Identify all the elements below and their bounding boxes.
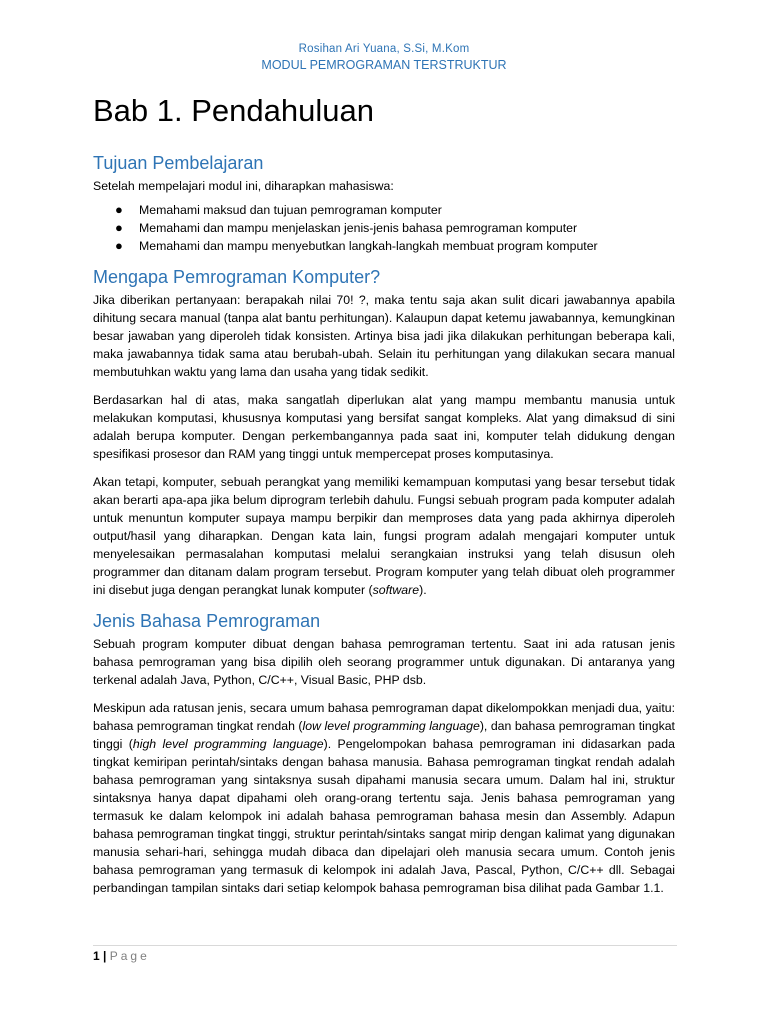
tujuan-intro: Setelah mempelajari modul ini, diharapkan mahasiswa: [93,179,394,193]
section-heading-jenis: Jenis Bahasa Pemrograman [93,611,321,631]
bullet-icon: ● [115,238,123,253]
jenis-paragraph-2: Meskipun ada ratusan jenis, secara umum bahasa pemrograman dapat dikelompokkan menjadi dua, yaitu: bahasa pemrograman tingkat rendah (low level programming language), dan bahasa pemrograman tingkat tinggi (high level programming language). Pengelompokan bahasa pemrograman ini didasarkan pada tingkat kemiripan perintah/sintaks dengan bahasa manusia. Bahasa pemrograman tingkat rendah adalah bahasa pemrograman yang sintaksnya susah dipahami manusia secara umum. Dalam hal ini, struktur sintaksnya hanya dapat dipahami oleh orang-orang tertentu saja. Jenis bahasa pemrograman yang termasuk ke dalam kelompok ini adalah bahasa pemrograman bahasa mesin dan Assembly. Adapun bahasa pemrograman tingkat tinggi, struktur perintah/sintaks sangat mirip dengan kalimat yang digunakan manusia sehari-hari, sehingga mudah dibaca dan dipelajari oleh manusia secara umum. Contoh jenis bahasa pemrograman yang termasuk di kelompok ini adalah Java, Pascal, Python, C/C++ dll. Sebagai perbandingan tampilan sintaks dari setiap kelompok bahasa pemrograman bisa dilihat pada Gambar 1.1. [93,701,675,895]
mengapa-paragraph-3: Akan tetapi, komputer, sebuah perangkat yang memiliki kemampuan komputasi yang besar tersebut tidak akan berarti apa-apa jika belum diprogram terlebih dahulu. Fungsi sebuah program pada komputer adalah untuk menuntun komputer supaya mampu berpikir dan memproses data yang pada akhirnya diperoleh output/hasil yang diharapkan. Dengan kata lain, fungsi program adalah mengajari komputer untuk menyelesaikan permasalahan komputasi melalui serangkaian instruksi yang telah disusun oleh programmer dan ditanam dalam program tersebut. Program komputer yang telah dibuat oleh programmer ini disebut juga dengan perangkat lunak komputer (software). [93,475,675,597]
chapter-title: Bab 1. Pendahuluan [93,93,374,128]
mengapa-paragraph-1: Jika diberikan pertanyaan: berapakah nilai 70! ?, maka tentu saja akan sulit dicari jawabannya apabila dihitung secara manual (tanpa alat bantu perhitungan). Kalaupun dapat ketemu jawabannya, kemungkinan besar jawaban yang diperoleh tidak konsisten. Artinya bisa jadi jika dilakukan perhitungan beberapa kali, maka jawabannya tidak sama atau berubah-ubah. Selain itu perhitungan yang dilakukan secara manual membutuhkan waktu yang lama dan usaha yang tidak sedikit. [93,293,675,379]
bullet-icon: ● [115,220,123,235]
page-label: Page [109,949,150,963]
header-module-title: MODUL PEMROGRAMAN TERSTRUKTUR [261,58,507,72]
list-item: ● Memahami dan mampu menyebutkan langkah-langkah membuat program komputer [115,238,598,253]
page-number: 1 [93,949,100,963]
page-footer [93,948,150,964]
section-heading-mengapa: Mengapa Pemrograman Komputer? [93,267,381,287]
footer-divider [93,945,677,946]
section-heading-tujuan: Tujuan Pembelajaran [93,153,264,173]
bullet-icon: ● [115,202,123,217]
jenis-paragraph-1: Sebuah program komputer dibuat dengan bahasa pemrograman tertentu. Saat ini ada ratusan jenis bahasa pemrograman yang bisa dipilih oleh seorang programmer untuk digunakan. Di antaranya yang terkenal adalah Java, Python, C/C++, Visual Basic, PHP dsb. [93,637,675,687]
header-author: Rosihan Ari Yuana, S.Si, M.Kom [298,43,470,55]
list-item: ● Memahami dan mampu menjelaskan jenis-jenis bahasa pemrograman komputer [115,220,578,235]
list-item: ● Memahami maksud dan tujuan pemrograman komputer [115,202,442,217]
footer-separator: | [103,949,107,963]
tujuan-bullet-list [93,201,675,255]
mengapa-paragraph-2: Berdasarkan hal di atas, maka sangatlah diperlukan alat yang mampu membantu manusia untuk melakukan komputasi, khususnya komputasi yang bersifat sangat kompleks. Alat yang dimaksud di sini adalah berupa komputer. Dengan perkembangannya pada saat ini, komputer telah didukung dengan spesifikasi prosesor dan RAM yang tinggi untuk mempercepat proses komputasinya. [93,393,675,461]
page-header [0,42,768,74]
page-content [93,88,675,907]
